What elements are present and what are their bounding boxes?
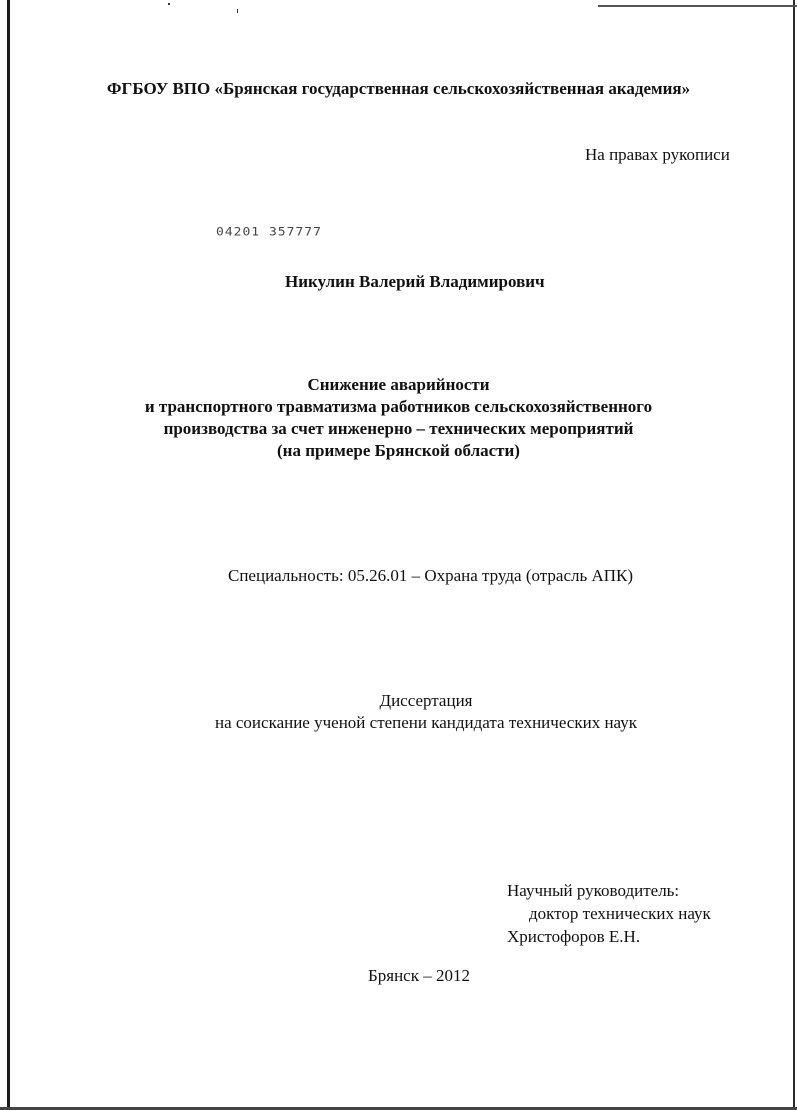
specialty: Специальность: 05.26.01 – Охрана труда (отрасль АПК) [228, 566, 634, 585]
title-line: Снижение аварийности [307, 375, 490, 394]
scan-speck [237, 9, 238, 13]
supervisor-degree: доктор технических наук [529, 904, 711, 923]
title-line: производства за счет инженерно – технических мероприятий [163, 419, 634, 438]
title-line: (на примере Брянской области) [277, 441, 520, 460]
title-line: и транспортного травматизма работников сельскохозяйственного [144, 397, 653, 416]
supervisor-block [507, 879, 711, 948]
author-name: Никулин Валерий Владимирович [285, 272, 545, 291]
degree-sought: на соискание ученой степени кандидата технических наук [214, 713, 637, 732]
catalog-number: 04201 357777 [216, 226, 322, 239]
scan-speck [168, 3, 170, 5]
supervisor-label: Научный руководитель: [507, 881, 680, 900]
scan-border-right [793, 0, 795, 1110]
work-description [0, 690, 797, 734]
institution-name: ФГБОУ ВПО «Брянская государственная сельскохозяйственная академия» [106, 79, 691, 98]
work-type: Диссертация [379, 691, 473, 710]
scan-border-left [7, 0, 10, 1110]
place-year: Брянск – 2012 [368, 966, 470, 985]
supervisor-name: Христофоров Е.Н. [507, 927, 641, 946]
scan-border-top [598, 5, 797, 7]
rights-note: На правах рукописи [585, 145, 730, 164]
dissertation-title [0, 374, 797, 462]
